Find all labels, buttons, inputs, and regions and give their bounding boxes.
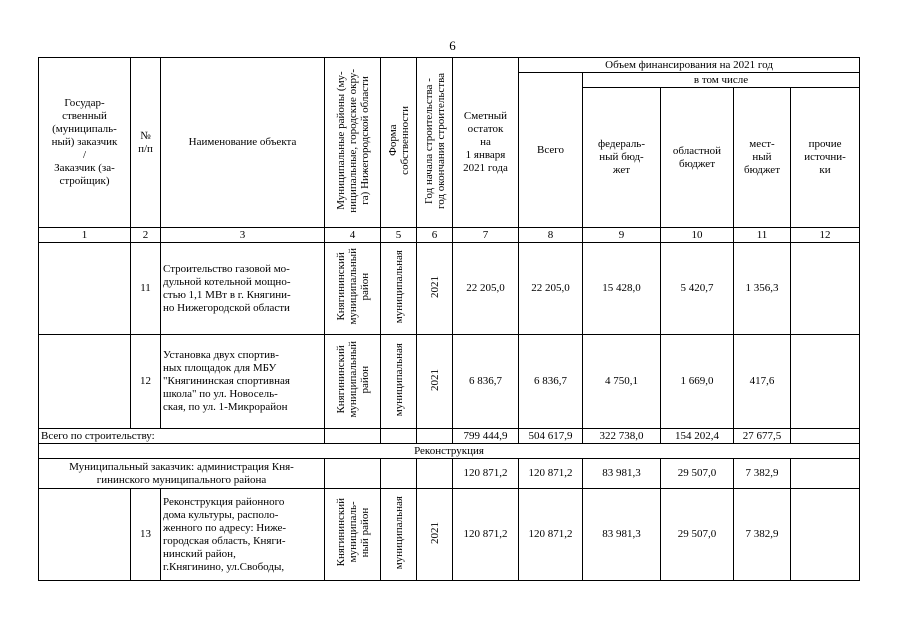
header-funding-title: Объем финансирования на 2021 год	[519, 58, 860, 73]
cell-total: 120 871,2	[519, 489, 583, 581]
header-regional: областной бюджет	[661, 88, 734, 228]
col-num: 5	[381, 228, 417, 243]
header-ownership: Форма собственности	[381, 58, 417, 228]
cell-other	[791, 335, 860, 429]
cell-customer	[39, 335, 131, 429]
customer-total: 120 871,2	[519, 459, 583, 489]
header-object-name: Наименование объекта	[161, 58, 325, 228]
cell-local: 1 356,3	[734, 243, 791, 335]
customer-federal: 83 981,3	[583, 459, 661, 489]
cell-estimate: 22 205,0	[453, 243, 519, 335]
cell-ownership: муниципальная	[381, 489, 417, 581]
col-num: 12	[791, 228, 860, 243]
cell-ownership	[381, 429, 417, 444]
cell-local: 417,6	[734, 335, 791, 429]
cell-estimate: 6 836,7	[453, 335, 519, 429]
header-customer: Государ- ственный (муниципаль- ный) заказчик / Заказчик (за- стройщик)	[39, 58, 131, 228]
col-num: 8	[519, 228, 583, 243]
cell-regional: 5 420,7	[661, 243, 734, 335]
cell-object-name: Реконструкция районного дома культуры, располо- женного по адресу: Ниже- городская область, Княги- нинский район, г.Княгинино, ул.Свободы,	[161, 489, 325, 581]
subtotal-total: 504 617,9	[519, 429, 583, 444]
customer-estimate: 120 871,2	[453, 459, 519, 489]
col-num: 4	[325, 228, 381, 243]
cell-other	[791, 243, 860, 335]
header-other: прочие источни- ки	[791, 88, 860, 228]
table-row	[39, 243, 860, 335]
cell-year: 2021	[417, 489, 453, 581]
subtotal-local: 27 677,5	[734, 429, 791, 444]
column-numbers-row	[39, 228, 860, 243]
cell-number: 13	[131, 489, 161, 581]
header-row	[39, 58, 860, 73]
cell-district: Княгининский муниципаль- ный район	[325, 489, 381, 581]
col-num: 11	[734, 228, 791, 243]
customer-regional: 29 507,0	[661, 459, 734, 489]
header-local: мест- ный бюджет	[734, 88, 791, 228]
header-total: Всего	[519, 73, 583, 228]
cell-regional: 29 507,0	[661, 489, 734, 581]
header-including: в том числе	[583, 73, 860, 88]
page-number: 6	[449, 38, 456, 53]
cell-district	[325, 429, 381, 444]
subtotal-row	[39, 429, 860, 444]
customer-row	[39, 459, 860, 489]
cell-regional: 1 669,0	[661, 335, 734, 429]
cell-federal: 83 981,3	[583, 489, 661, 581]
customer-label: Муниципальный заказчик: администрация Кня- гининского муниципального района	[39, 459, 325, 489]
section-title: Реконструкция	[39, 444, 860, 459]
header-number: № п/п	[131, 58, 161, 228]
subtotal-federal: 322 738,0	[583, 429, 661, 444]
col-num: 2	[131, 228, 161, 243]
cell-district	[325, 459, 381, 489]
cell-ownership: муниципальная	[381, 243, 417, 335]
cell-year: 2021	[417, 335, 453, 429]
cell-district: Княгининский муниципальный район	[325, 243, 381, 335]
subtotal-regional: 154 202,4	[661, 429, 734, 444]
col-num: 6	[417, 228, 453, 243]
cell-number: 12	[131, 335, 161, 429]
table-row	[39, 489, 860, 581]
cell-other	[791, 489, 860, 581]
header-districts: Муниципальные районы (му- ниципальные, городские окру- га) Нижегородской области	[325, 58, 381, 228]
subtotal-estimate: 799 444,9	[453, 429, 519, 444]
col-num: 1	[39, 228, 131, 243]
cell-total: 6 836,7	[519, 335, 583, 429]
col-num: 3	[161, 228, 325, 243]
cell-object-name: Строительство газовой мо- дульной котельной мощно- стью 1,1 МВт в г. Княгини- но Нижегородской области	[161, 243, 325, 335]
col-num: 9	[583, 228, 661, 243]
financing-table	[38, 57, 860, 581]
cell-customer	[39, 489, 131, 581]
customer-local: 7 382,9	[734, 459, 791, 489]
subtotal-other	[791, 429, 860, 444]
cell-estimate: 120 871,2	[453, 489, 519, 581]
cell-ownership: муниципальная	[381, 335, 417, 429]
cell-object-name: Установка двух спортив- ных площадок для МБУ "Княгининская спортивная школа" по ул. Новосель- ская, по ул. 1-Микрорайон	[161, 335, 325, 429]
header-years: Год начала строительства - год окончания строительства	[417, 58, 453, 228]
cell-ownership	[381, 459, 417, 489]
cell-year	[417, 429, 453, 444]
cell-year	[417, 459, 453, 489]
cell-federal: 15 428,0	[583, 243, 661, 335]
cell-district: Княгининский муниципальный район	[325, 335, 381, 429]
cell-number: 11	[131, 243, 161, 335]
header-federal: федераль- ный бюд- жет	[583, 88, 661, 228]
section-row	[39, 444, 860, 459]
cell-customer	[39, 243, 131, 335]
table-row	[39, 335, 860, 429]
col-num: 10	[661, 228, 734, 243]
cell-year: 2021	[417, 243, 453, 335]
header-estimate: Сметный остаток на 1 января 2021 года	[453, 58, 519, 228]
cell-local: 7 382,9	[734, 489, 791, 581]
cell-total: 22 205,0	[519, 243, 583, 335]
col-num: 7	[453, 228, 519, 243]
cell-federal: 4 750,1	[583, 335, 661, 429]
subtotal-label: Всего по строительству:	[39, 429, 325, 444]
customer-other	[791, 459, 860, 489]
